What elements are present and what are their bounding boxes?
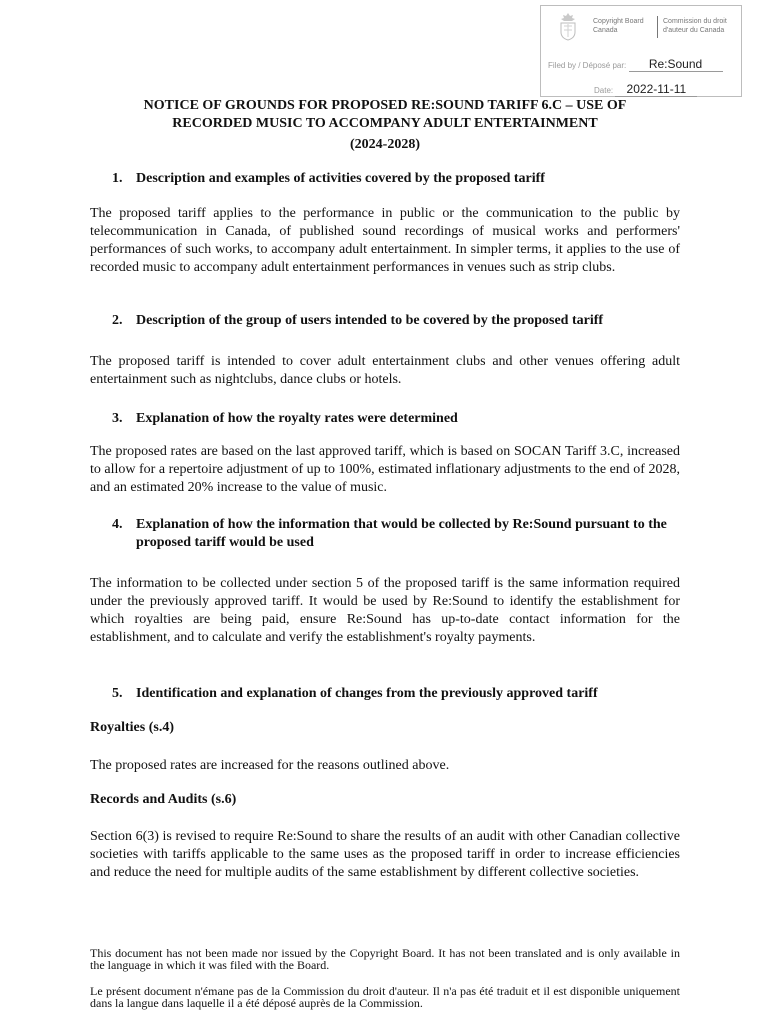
coat-of-arms-icon bbox=[557, 12, 579, 42]
subheading-royalties: Royalties (s.4) bbox=[90, 720, 174, 735]
section-title: Explanation of how the information that would be collected by Re:Sound pursuant to the proposed tariff would be used bbox=[136, 517, 667, 550]
date-value: 2022-11-11 bbox=[615, 82, 697, 97]
section-title: Description and examples of activities covered by the proposed tariff bbox=[136, 171, 545, 186]
section-number: 3. bbox=[112, 411, 123, 426]
filed-by-value: Re:Sound bbox=[629, 57, 723, 72]
filing-stamp bbox=[540, 5, 742, 97]
section-body-3: The proposed rates are based on the last approved tariff, which is based on SOCAN Tariff 3.C, increased to allow for a repertoire adjustment of up to 100%, estimated inflationary adjustments to the end of 2028, and an estimated 20% increase to the value of music. bbox=[90, 444, 680, 495]
org-name-english: Copyright Board Canada bbox=[593, 18, 644, 34]
stamp-divider bbox=[657, 16, 658, 38]
section-heading-5 bbox=[112, 685, 682, 703]
section-title: Description of the group of users intended to be covered by the proposed tariff bbox=[136, 313, 604, 328]
section-heading-1 bbox=[112, 170, 682, 188]
document-title-line-1: NOTICE OF GROUNDS FOR PROPOSED RE:SOUND TARIFF 6.C – USE OF bbox=[143, 98, 627, 113]
section-heading-4 bbox=[112, 516, 682, 552]
org-name-french: Commission du droit d'auteur du Canada bbox=[663, 18, 727, 34]
section-number: 5. bbox=[112, 686, 123, 701]
document-title-line-2: RECORDED MUSIC TO ACCOMPANY ADULT ENTERTAINMENT bbox=[172, 116, 598, 131]
filed-by-row bbox=[548, 57, 723, 72]
records-audits-body: Section 6(3) is revised to require Re:Sound to share the results of an audit with other Canadian collective societies with tariffs applicable to the same uses as the proposed tariff in order to increase efficiencies and reduce the need for multiple audits of the same establishment by different collective societies. bbox=[90, 829, 680, 880]
section-title: Identification and explanation of changes from the previously approved tariff bbox=[136, 686, 598, 701]
section-number: 1. bbox=[112, 171, 123, 186]
section-number: 2. bbox=[112, 313, 123, 328]
section-title: Explanation of how the royalty rates were determined bbox=[136, 411, 458, 426]
date-label: Date: bbox=[594, 86, 614, 95]
section-body-4: The information to be collected under section 5 of the proposed tariff is the same information required under the previously approved tariff. It would be used by Re:Sound to identify the establishment for which royalties are being paid, ensure Re:Sound has up-to-date contact information for the establishment, and to calculate and verify the establishment's royalty payments. bbox=[90, 576, 680, 645]
subheading-records-audits: Records and Audits (s.6) bbox=[90, 792, 237, 807]
section-body-2: The proposed tariff is intended to cover adult entertainment clubs and other venues offering adult entertainment such as nightclubs, dance clubs or hotels. bbox=[90, 354, 680, 387]
section-heading-2 bbox=[112, 312, 682, 330]
filed-by-label: Filed by / Déposé par: bbox=[548, 61, 627, 70]
document-title-years: (2024-2028) bbox=[350, 137, 420, 152]
disclaimer-english: This document has not been made nor issued by the Copyright Board. It has not been translated and is only available in the language in which it was filed with the Board. bbox=[90, 946, 680, 972]
date-row bbox=[594, 82, 697, 97]
section-number: 4. bbox=[112, 517, 123, 532]
royalties-body: The proposed rates are increased for the reasons outlined above. bbox=[90, 758, 450, 773]
section-heading-3 bbox=[112, 410, 682, 428]
disclaimer-french: Le présent document n'émane pas de la Commission du droit d'auteur. Il n'a pas été traduit et il est disponible uniquement dans la langue dans laquelle il a été déposé auprès de la Commission. bbox=[90, 984, 680, 1010]
section-body-1: The proposed tariff applies to the performance in public or the communication to the public by telecommunication in Canada, of published sound recordings of musical works and performers' performances of such works, to accompany adult entertainment. In simpler terms, it applies to the use of recorded music to accompany adult entertainment performances in venues such as strip clubs. bbox=[90, 206, 680, 275]
